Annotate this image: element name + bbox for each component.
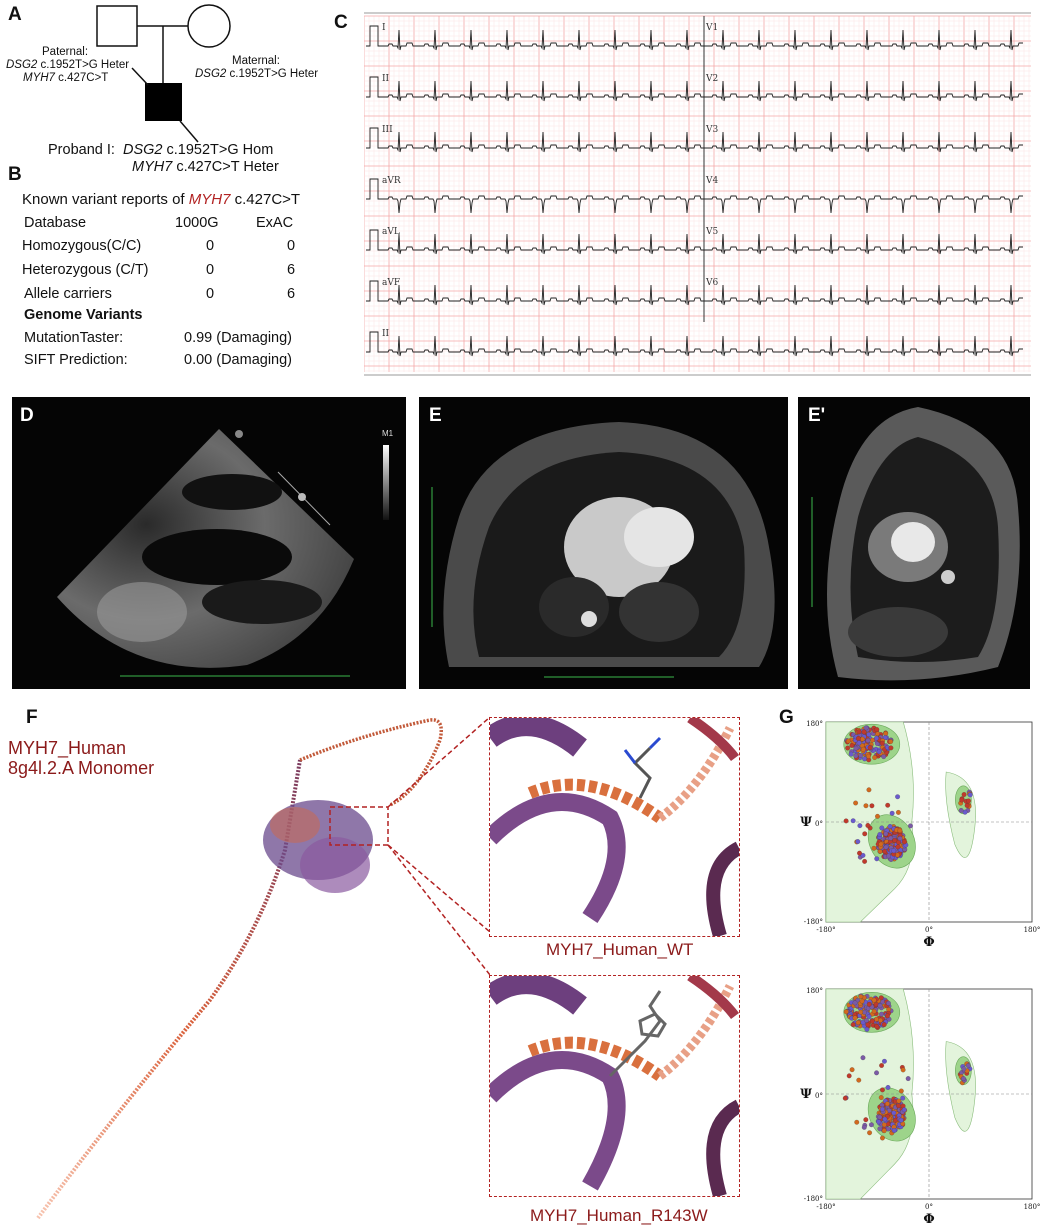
mri-e-prime-svg [798, 397, 1030, 689]
rama-residue-point [851, 1022, 856, 1027]
prediction-value: 0.99 (Damaging) [184, 330, 292, 346]
rama-residue-point [844, 1009, 849, 1014]
prediction-label: SIFT Prediction: [24, 352, 128, 368]
rama-residue-point [966, 1063, 971, 1068]
echo-chamber [202, 580, 322, 624]
rama-tick-label: 180° [806, 720, 823, 728]
rama-residue-point [866, 1022, 871, 1027]
ecg-lead-label: V5 [706, 227, 719, 237]
rama-residue-point [864, 726, 869, 731]
rama-residue-point [961, 1076, 966, 1081]
proband-pointer [180, 121, 198, 142]
rama-residue-point [872, 846, 877, 851]
ecg-lead-label: II [382, 329, 390, 339]
table-title-prefix: Known variant reports of [22, 191, 189, 208]
zoom-connector [388, 717, 490, 807]
ecg-lead-label: II [382, 74, 390, 84]
rama-residue-point [858, 823, 863, 828]
rama-residue-point [895, 794, 900, 799]
rama-residue-point [860, 737, 865, 742]
rama-residue-point [875, 727, 880, 732]
rama-residue-point [882, 1128, 887, 1133]
rama-residue-point [864, 1018, 869, 1023]
rama-residue-point [901, 1068, 906, 1073]
rama-residue-point [896, 1103, 901, 1108]
protein-name: MYH7_Human [8, 738, 127, 758]
echo-wall [97, 582, 187, 642]
table-row-label: Heterozygous (C/T) [22, 262, 149, 278]
rama-residue-point [959, 798, 964, 803]
rama-tick-label: -180° [803, 918, 823, 926]
echo-caliper-dot [298, 493, 306, 501]
rama-residue-point [876, 1120, 881, 1125]
mri-aorta [581, 611, 597, 627]
ribbon [490, 725, 580, 748]
rama-tick-label: 0° [925, 1203, 933, 1211]
ecg-lead-label: III [382, 125, 393, 135]
rama-residue-point [866, 823, 871, 828]
rama-residue-point [881, 754, 886, 759]
rama-residue-point [878, 1127, 883, 1132]
rama-residue-point [870, 738, 875, 743]
proband-gene-2: MYH7 [132, 159, 173, 175]
rama-residue-point [965, 803, 970, 808]
maternal-label: Maternal: [232, 55, 280, 67]
rama-residue-point [877, 749, 882, 754]
rama-residue-point [872, 755, 877, 760]
rama-residue-point [846, 739, 851, 744]
echo-chamber [182, 474, 282, 510]
table-row-1000g: 0 [206, 238, 215, 254]
rama-residue-point [884, 845, 889, 850]
rama-residue-point [870, 1019, 875, 1024]
rama-residue-point [878, 1018, 883, 1023]
side-chain [635, 748, 650, 798]
rama-tick-label: 180° [806, 987, 823, 995]
mri-e-svg [419, 397, 788, 689]
rama-residue-point [849, 752, 854, 757]
rama-residue-point [857, 741, 862, 746]
rama-residue-point [891, 1111, 896, 1116]
rama-residue-point [850, 743, 855, 748]
rama-residue-point [908, 824, 913, 829]
mri-atrium [619, 582, 699, 642]
rama-residue-point [856, 1020, 861, 1025]
rama-tick-label: -180° [816, 926, 836, 934]
rama-residue-point [896, 845, 901, 850]
rama-axis-label: Ψ [800, 1087, 812, 1102]
maternal-variant [195, 68, 318, 80]
rama-residue-point [869, 1122, 874, 1127]
rama-residue-point [862, 832, 867, 837]
rama-tick-label: -180° [816, 1203, 836, 1211]
rama-tick-label: 180° [1023, 926, 1041, 934]
paternal-variant-1 [6, 59, 129, 71]
rama-residue-point [959, 808, 964, 813]
rama-residue-point [867, 1014, 872, 1019]
rama-residue-point [880, 741, 885, 746]
rama-residue-point [899, 1118, 904, 1123]
rama-residue-point [879, 842, 884, 847]
rama-residue-point [862, 730, 867, 735]
rama-axis-label: Φ [923, 1212, 935, 1225]
table-row-label: Homozygous(C/C) [22, 238, 142, 254]
table-header-database: Database [24, 215, 87, 231]
paternal-variant-2 [23, 72, 108, 84]
rama-residue-point [968, 793, 973, 798]
panel-label-a: A [8, 4, 22, 25]
table-header-1000g: 1000G [175, 215, 219, 231]
side-chain-n [625, 738, 660, 763]
rama-residue-point [866, 738, 871, 743]
rama-residue-point [864, 803, 869, 808]
rama-tick-label: 0° [815, 1092, 823, 1100]
mri-vessel [941, 570, 955, 584]
echo-scale-marker: M1 [382, 429, 394, 438]
protein-model: 8g4l.2.A Monomer [8, 758, 155, 778]
rama-residue-point [962, 792, 967, 797]
table-row-label: Allele carriers [24, 286, 112, 302]
rama-residue-point [891, 848, 896, 853]
rama-residue-point [888, 824, 893, 829]
rama-residue-point [900, 1096, 905, 1101]
rama-residue-point [875, 1024, 880, 1029]
table-row-exac: 6 [287, 286, 296, 302]
table-title-gene: MYH7 [188, 191, 231, 208]
rama-residue-point [885, 803, 890, 808]
proband-label: Proband I: [48, 142, 115, 158]
rama-residue-point [883, 731, 888, 736]
rama-residue-point [890, 811, 895, 816]
rama-residue-point [866, 754, 871, 759]
rama-residue-point [853, 801, 858, 806]
rama-residue-point [867, 788, 872, 793]
caption-wt: MYH7_Human_WT [546, 940, 694, 959]
table-row-exac: 6 [287, 262, 296, 278]
rama-residue-point [882, 1059, 887, 1064]
rama-residue-point [880, 1107, 885, 1112]
rama-residue-point [875, 814, 880, 819]
caption-mutant: MYH7_Human_R143W [530, 1206, 708, 1225]
maternal-variant-text: c.1952T>G Heter [226, 68, 319, 80]
rama-residue-point [879, 1095, 884, 1100]
rama-residue-point [885, 1102, 890, 1107]
rama-residue-point [851, 818, 856, 823]
rama-residue-point [853, 1001, 858, 1006]
zoom-inset-mutant [489, 975, 740, 1197]
rama-residue-point [856, 736, 861, 741]
rama-residue-point [886, 1001, 891, 1006]
ecg-lead-label: V2 [706, 74, 719, 84]
rama-residue-point [872, 1009, 877, 1014]
rama-residue-point [874, 736, 879, 741]
mri-atrium [539, 577, 609, 637]
rama-residue-point [886, 1085, 891, 1090]
rama-residue-point [880, 1088, 885, 1093]
rama-axis-label: Φ [923, 935, 935, 948]
rama-residue-point [896, 810, 901, 815]
panel-label-e: E [429, 405, 442, 426]
zoom-inset-wt [489, 717, 740, 937]
ecg-lead-label: V4 [706, 176, 719, 186]
rama-residue-point [854, 754, 859, 759]
rama-residue-point [845, 746, 850, 751]
rama-residue-point [861, 1055, 866, 1060]
inset-wt-svg [490, 718, 739, 936]
rama-residue-point [862, 1125, 867, 1130]
rama-residue-point [888, 739, 893, 744]
proband-square [145, 83, 182, 121]
paternal-pointer [132, 68, 148, 85]
rama-residue-point [874, 1071, 879, 1076]
ribbon [490, 983, 580, 1006]
inset-mut-svg [490, 976, 739, 1196]
genome-variants-heading: Genome Variants [24, 307, 143, 323]
rama-residue-point [858, 753, 863, 758]
rama-tick-label: -180° [803, 1195, 823, 1203]
rama-residue-point [897, 1099, 902, 1104]
rama-residue-point [892, 1128, 897, 1133]
rama-residue-point [862, 859, 867, 864]
rama-residue-point [870, 804, 875, 809]
rama-residue-point [847, 1074, 852, 1079]
ramachandran-plot-wt [790, 708, 1045, 948]
ecg-lead-label: aVF [382, 278, 401, 288]
paternal-variant-2-text: c.427C>T [54, 72, 109, 84]
mri-lv-cavity [891, 522, 935, 562]
echo-chamber [142, 529, 292, 585]
rama-residue-point [892, 838, 897, 843]
table-row-1000g: 0 [206, 286, 215, 302]
table-row-1000g: 0 [206, 262, 215, 278]
rama-residue-point [880, 1136, 885, 1141]
rama-residue-point [883, 1117, 888, 1122]
rama-residue-point [879, 826, 884, 831]
rama-residue-point [854, 1120, 859, 1125]
mri-ventricle [624, 507, 694, 567]
mri-short-axis-image [798, 397, 1030, 689]
rama-residue-point [879, 1063, 884, 1068]
table-header-exac: ExAC [256, 215, 294, 231]
rama-residue-point [874, 1017, 879, 1022]
prediction-value: 0.00 (Damaging) [184, 352, 292, 368]
proband-gene-1: DSG2 [122, 142, 163, 158]
rama-tick-label: 0° [815, 820, 823, 828]
rama-residue-point [868, 745, 873, 750]
proband-line-2 [132, 159, 279, 175]
rama-residue-point [962, 1067, 967, 1072]
protein-loop-helix [300, 720, 441, 805]
rama-residue-point [858, 994, 863, 999]
protein-structure [0, 700, 490, 1225]
ecg-lead-label: V1 [706, 23, 719, 33]
protein-tail-helix [38, 760, 300, 1218]
rama-residue-point [858, 1010, 863, 1015]
rama-residue-point [882, 1123, 887, 1128]
ribbon [713, 1106, 739, 1196]
rama-residue-point [879, 1012, 884, 1017]
panel-label-e-prime: E' [808, 405, 826, 426]
maternal-gene: DSG2 [195, 68, 227, 80]
rama-residue-point [843, 1096, 848, 1101]
echo-image [12, 397, 406, 689]
rama-residue-point [854, 746, 859, 751]
panel-label-b: B [8, 164, 22, 185]
ecg-lead-label: V6 [706, 278, 719, 288]
rama-residue-point [883, 832, 888, 837]
ecg-lead-label: aVR [382, 176, 401, 186]
rama-residue-point [880, 1000, 885, 1005]
father-square [97, 6, 137, 46]
protein-head-domain [270, 807, 320, 843]
rama-residue-point [867, 1130, 872, 1135]
rama-residue-point [872, 998, 877, 1003]
rama-residue-point [889, 746, 894, 751]
rama-residue-point [857, 851, 862, 856]
rama-residue-point [878, 832, 883, 837]
rama-residue-point [856, 839, 861, 844]
rama-residue-point [899, 1089, 904, 1094]
rama-residue-point [966, 799, 971, 804]
ecg-chart [364, 12, 1031, 376]
ribbon [490, 1060, 617, 1186]
rama-residue-point [898, 828, 903, 833]
rama-residue-point [878, 1003, 883, 1008]
ramachandran-plot-mutant [790, 975, 1045, 1225]
rama-residue-point [844, 819, 849, 824]
mother-circle [188, 5, 230, 47]
rama-residue-point [898, 836, 903, 841]
zoom-connector [388, 845, 490, 975]
rama-residue-point [864, 1117, 869, 1122]
rama-tick-label: 180° [1023, 1203, 1041, 1211]
paternal-gene-1: DSG2 [6, 59, 38, 71]
echo-gray-scale [383, 445, 389, 520]
ecg-lead-label: V3 [706, 125, 719, 135]
rama-residue-point [878, 1115, 883, 1120]
prediction-label: MutationTaster: [24, 330, 124, 346]
rama-tick-label: 0° [925, 926, 933, 934]
ecg-lead-label: aVL [382, 227, 400, 237]
rama-residue-point [850, 1067, 855, 1072]
table-title [22, 191, 300, 208]
rama-residue-point [856, 1078, 861, 1083]
table-row-exac: 0 [287, 238, 296, 254]
mri-four-chamber-image [419, 397, 788, 689]
ribbon [490, 802, 617, 918]
rama-residue-point [888, 836, 893, 841]
rama-residue-point [882, 1022, 887, 1027]
panel-label-c: C [334, 12, 348, 33]
paternal-label: Paternal: [42, 46, 89, 58]
rama-residue-point [857, 730, 862, 735]
ecg-lead-label: I [382, 23, 386, 33]
rama-residue-point [853, 1016, 858, 1021]
rama-residue-point [906, 1076, 911, 1081]
rama-residue-point [902, 1107, 907, 1112]
rama-residue-point [861, 747, 866, 752]
rama-axis-label: Ψ [800, 815, 812, 830]
paternal-gene-2: MYH7 [23, 72, 55, 84]
echo-marker [235, 430, 243, 438]
echo-svg [12, 397, 406, 689]
proband-variant-1: c.1952T>G Hom [162, 142, 274, 158]
table-title-suffix: c.427C>T [230, 191, 301, 208]
rama-residue-point [885, 1014, 890, 1019]
mri-liver [848, 607, 948, 657]
paternal-variant-1-text: c.1952T>G Heter [37, 59, 130, 71]
proband-line-1 [48, 142, 273, 158]
rama-residue-point [874, 856, 879, 861]
panel-label-g: G [779, 707, 794, 728]
proband-variant-2: c.427C>T Heter [172, 159, 279, 175]
ribbon [713, 848, 739, 936]
zoom-connector [388, 845, 490, 932]
rama-residue-point [867, 1002, 872, 1007]
rama-residue-point [860, 999, 865, 1004]
rama-residue-point [866, 732, 871, 737]
rama-residue-point [902, 840, 907, 845]
panel-label-d: D [20, 405, 34, 426]
panel-label-f: F [26, 707, 38, 728]
